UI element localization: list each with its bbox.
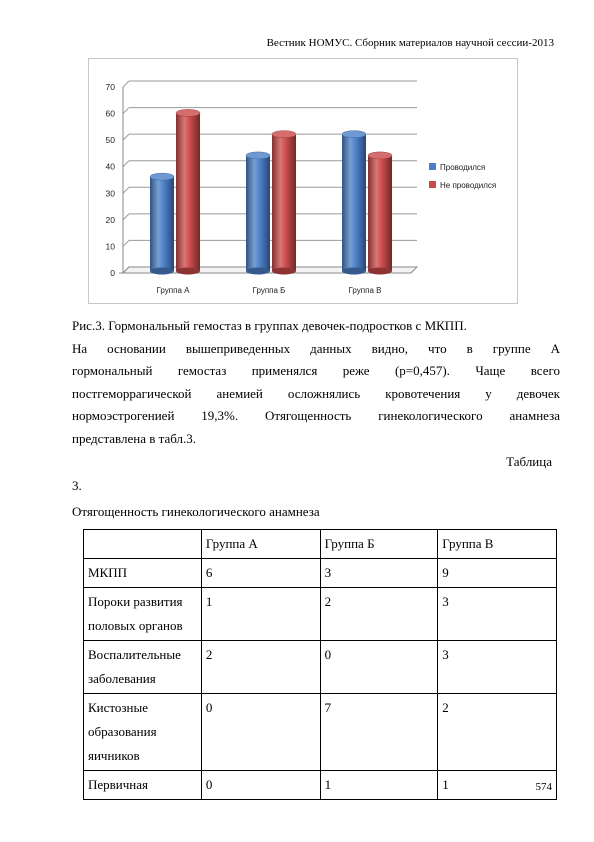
table-cell: 0 bbox=[320, 641, 438, 694]
row-label-line: МКПП bbox=[88, 565, 128, 580]
bar bbox=[246, 155, 270, 271]
table-label: Таблица bbox=[506, 454, 552, 469]
table-cell: 7 bbox=[320, 694, 438, 771]
table-cell: 1 bbox=[320, 771, 438, 800]
table-row bbox=[84, 588, 557, 641]
table-cell: 3 bbox=[438, 588, 557, 641]
legend-swatch bbox=[429, 181, 436, 188]
y-tick-label: 60 bbox=[105, 108, 115, 119]
table-cell: 3 bbox=[438, 641, 557, 694]
legend-label: Проводился bbox=[440, 163, 486, 172]
gridline-depth bbox=[123, 214, 129, 220]
table-cell: 2 bbox=[201, 641, 320, 694]
table-header-cell bbox=[84, 530, 202, 559]
table-row bbox=[84, 559, 557, 588]
bar-top bbox=[246, 152, 270, 159]
x-tick-label: Группа В bbox=[348, 286, 382, 295]
row-label-line: Кистозные bbox=[88, 700, 149, 715]
table-header-cell: Группа Б bbox=[320, 530, 438, 559]
running-header: Вестник НОМУС. Сборник материалов научной сессии-2013 bbox=[266, 37, 554, 49]
gridline-depth bbox=[123, 187, 129, 193]
bar bbox=[368, 155, 392, 271]
row-label-line: заболевания bbox=[88, 671, 156, 686]
row-label-line: Пороки развития bbox=[88, 594, 183, 609]
paragraph-line: постгеморрагической анемией осложнялись кровотечения у девочек bbox=[72, 385, 560, 401]
table-cell: 0 bbox=[201, 694, 320, 771]
table-cell: 2 bbox=[438, 694, 557, 771]
bar-base bbox=[272, 268, 296, 275]
table-row-label bbox=[84, 771, 202, 800]
bar bbox=[150, 177, 174, 271]
table-header-cell: Группа А bbox=[201, 530, 320, 559]
data-table bbox=[83, 529, 557, 800]
paragraph-line: нормоэстрогенией 19,3%. Отягощенность гинекологического анамнеза bbox=[72, 408, 560, 424]
row-label-line: Воспалительные bbox=[88, 647, 181, 662]
gridline-depth bbox=[123, 108, 129, 114]
table-row-label bbox=[84, 694, 202, 771]
table-cell: 2 bbox=[320, 588, 438, 641]
bar-base bbox=[246, 268, 270, 275]
paragraph-line: На основании вышеприведенных данных видно, что в группе А bbox=[72, 341, 560, 356]
y-tick-label: 40 bbox=[105, 161, 115, 172]
x-tick-label: Группа Б bbox=[252, 286, 286, 295]
table-row-label bbox=[84, 641, 202, 694]
bar-top bbox=[176, 109, 200, 116]
table-title: Отягощенность гинекологического анамнеза bbox=[72, 504, 320, 519]
table-header-row bbox=[84, 530, 557, 559]
table-cell: 1 bbox=[438, 771, 557, 800]
gridline-depth bbox=[123, 240, 129, 246]
page-number: 574 bbox=[535, 781, 552, 793]
row-label-line: яичников bbox=[88, 748, 140, 763]
chart-svg bbox=[89, 59, 519, 305]
table-row bbox=[84, 771, 557, 800]
bar bbox=[272, 134, 296, 271]
y-tick-label: 50 bbox=[105, 135, 115, 146]
table-row-label bbox=[84, 559, 202, 588]
legend-swatch bbox=[429, 163, 436, 170]
row-label-line: образования bbox=[88, 724, 157, 739]
gridline-depth bbox=[123, 161, 129, 167]
y-tick-label: 0 bbox=[110, 268, 115, 278]
row-label-line: Первичная bbox=[88, 777, 148, 792]
table-cell: 6 bbox=[201, 559, 320, 588]
gridline-depth bbox=[123, 134, 129, 140]
bar-base bbox=[176, 268, 200, 275]
table-cell: 1 bbox=[201, 588, 320, 641]
bar-base bbox=[150, 268, 174, 275]
bar-chart bbox=[88, 58, 518, 304]
table-cell: 3 bbox=[320, 559, 438, 588]
y-tick-label: 70 bbox=[105, 82, 115, 92]
table-header-cell: Группа В bbox=[438, 530, 557, 559]
table-cell: 9 bbox=[438, 559, 557, 588]
gridline-depth bbox=[123, 81, 129, 87]
table-row bbox=[84, 694, 557, 771]
table-row-label bbox=[84, 588, 202, 641]
bar-top bbox=[368, 152, 392, 159]
paragraph-line: гормональный гемостаз применялся реже (р=0,457). Чаще всего bbox=[72, 363, 560, 379]
bar-top bbox=[150, 173, 174, 180]
bar bbox=[176, 113, 200, 271]
legend-label: Не проводился bbox=[440, 181, 497, 190]
paragraph-line: представлена в табл.3. bbox=[72, 430, 197, 446]
table-number: 3. bbox=[72, 478, 82, 493]
x-tick-label: Группа А bbox=[156, 286, 190, 295]
bar-base bbox=[368, 268, 392, 275]
bar bbox=[342, 134, 366, 271]
bar-top bbox=[342, 131, 366, 138]
y-tick-label: 30 bbox=[105, 188, 115, 199]
bar-base bbox=[342, 268, 366, 275]
figure-caption: Рис.3. Гормональный гемостаз в группах девочек-подростков с МКПП. bbox=[72, 318, 467, 333]
row-label-line: половых органов bbox=[88, 618, 183, 633]
y-tick-label: 10 bbox=[105, 241, 115, 252]
y-tick-label: 20 bbox=[105, 214, 115, 225]
bar-top bbox=[272, 131, 296, 138]
table-row bbox=[84, 641, 557, 694]
body-paragraph bbox=[72, 338, 560, 450]
table-cell: 0 bbox=[201, 771, 320, 800]
